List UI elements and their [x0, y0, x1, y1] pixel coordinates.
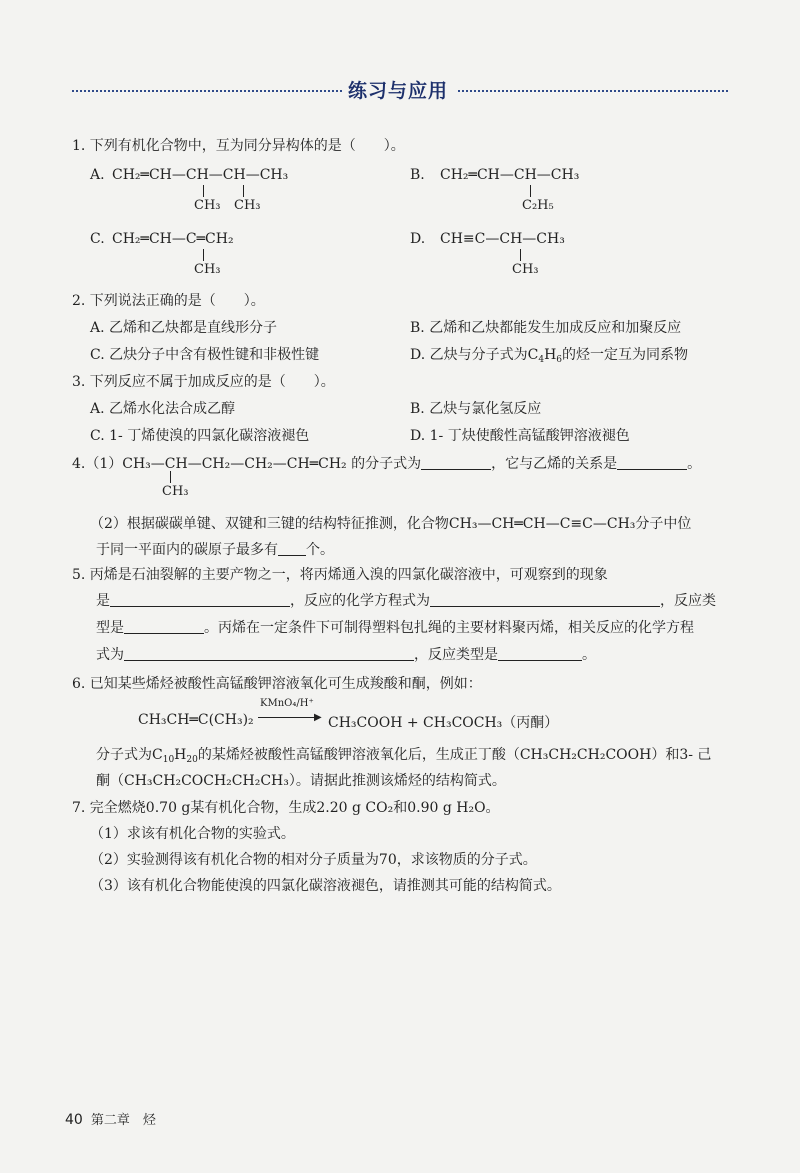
q3-option-b: B. 乙炔与氯化氢反应: [410, 401, 542, 417]
arrow-head-icon: ▶: [314, 712, 322, 723]
q4-bond: [170, 471, 171, 483]
q6-equation-products: CH₃COOH + CH₃COCH₃（丙酮）: [328, 715, 559, 731]
q1-option-c-branch: CH₃: [194, 262, 221, 277]
q1-b-bond: [530, 185, 531, 197]
q3-option-a: A. 乙烯水化法合成乙醇: [90, 401, 236, 417]
answer-blank[interactable]: [124, 619, 204, 634]
answer-blank[interactable]: [430, 592, 660, 607]
q1-option-d-label: D.: [410, 231, 426, 247]
q6-line1: 分子式为$C_{10}H_{20}$的某烯烃被酸性高锰酸钾溶液氧化后，生成正丁酸（CH₃CH₂CH₂COOH）和3- 己: [96, 747, 712, 765]
q4-branch: CH₃: [162, 484, 189, 499]
section-title: 练习与应用: [348, 80, 449, 102]
q3-stem: 3. 下列反应不属于加成反应的是（ ）。: [72, 374, 335, 390]
q7-part3: （3）该有机化合物能使溴的四氯化碳溶液褪色，请推测其可能的结构简式。: [90, 878, 561, 894]
q1-option-d-branch: CH₃: [512, 262, 539, 277]
q1-option-c-label: C.: [90, 231, 105, 247]
q4-part2-line1: （2）根据碳碳单键、双键和三键的结构特征推测，化合物CH₃—CH═CH—C≡C—CH₃分子中位: [90, 516, 692, 532]
q6-equation-condition: KMnO₄/H⁺: [260, 698, 314, 709]
q1-stem: 1. 下列有机化合物中，互为同分异构体的是（ ）。: [72, 138, 405, 154]
answer-blank[interactable]: [498, 646, 582, 661]
q4-part1: 4.（1）CH₃—CH—CH₂—CH₂—CH═CH₂ 的分子式为 ，它与乙烯的关系是 。: [72, 456, 702, 472]
answer-blank[interactable]: [617, 455, 687, 470]
q6-line2: 酮（CH₃CH₂COCH₂CH₂CH₃）。请据此推测该烯烃的结构简式。: [96, 773, 506, 789]
q1-option-c-formula: CH₂═CH—C═CH₂: [112, 231, 234, 247]
q1-option-b-formula: CH₂═CH—CH—CH₃: [440, 167, 580, 183]
answer-blank[interactable]: [421, 455, 491, 470]
q1-option-a-formula: CH₂═CH—CH—CH—CH₃: [112, 167, 289, 183]
q2-option-c: C. 乙炔分子中含有极性键和非极性键: [90, 347, 320, 363]
q5-line3: 型是 。丙烯在一定条件下可制得塑料包扎绳的主要材料聚丙烯，相关反应的化学方程: [96, 620, 694, 636]
reaction-arrow-icon: [258, 717, 320, 718]
q6-equation-reactant: CH₃CH═C(CH₃)₂: [138, 712, 254, 728]
q5-line2: 是 ，反应的化学方程式为 ，反应类: [96, 593, 716, 609]
q2-option-a: A. 乙烯和乙炔都是直线形分子: [90, 320, 278, 336]
q1-option-a-branch-2: CH₃: [234, 198, 261, 213]
q1-d-bond: [520, 249, 521, 261]
q7-part1: （1）求该有机化合物的实验式。: [90, 826, 295, 842]
q3-option-d: D. 1- 丁炔使酸性高锰酸钾溶液褪色: [410, 428, 630, 444]
chapter-title: 第二章 烃: [90, 1113, 156, 1128]
header-rule-left: [72, 90, 342, 92]
q1-option-b-label: B.: [410, 167, 425, 183]
header-rule-right: [458, 90, 728, 92]
q1-option-a-label: A.: [90, 167, 105, 183]
q1-option-a-branch-1: CH₃: [194, 198, 221, 213]
q6-stem: 6. 已知某些烯烃被酸性高锰酸钾溶液氧化可生成羧酸和酮，例如：: [72, 676, 482, 692]
q1-option-b-branch: C₂H₅: [522, 198, 554, 213]
q1-c-bond: [203, 249, 204, 261]
q2-stem: 2. 下列说法正确的是（ ）。: [72, 293, 265, 309]
q3-option-c: C. 1- 丁烯使溴的四氯化碳溶液褪色: [90, 428, 310, 444]
answer-blank[interactable]: [110, 592, 290, 607]
answer-blank[interactable]: [124, 646, 414, 661]
page-number: 40: [65, 1112, 83, 1128]
q4-part2-line2: 于同一平面内的碳原子最多有 个。: [96, 542, 334, 558]
q5-line4: 式为 ，反应类型是 。: [96, 647, 596, 663]
q1-a-bond-1: [203, 185, 204, 197]
q1-option-d-formula: CH≡C—CH—CH₃: [440, 231, 565, 247]
q2-option-b: B. 乙烯和乙炔都能发生加成反应和加聚反应: [410, 320, 682, 336]
answer-blank[interactable]: [278, 541, 306, 556]
page-footer: [65, 1109, 156, 1128]
q7-stem: 7. 完全燃烧0.70 g某有机化合物，生成2.20 g CO₂和0.90 g H₂O。: [72, 800, 500, 816]
q2-option-d: D. 乙炔与分子式为$C_4H_6$的烃一定互为同系物: [410, 347, 689, 365]
q1-a-bond-2: [243, 185, 244, 197]
q7-part2: （2）实验测得该有机化合物的相对分子质量为70，求该物质的分子式。: [90, 852, 537, 868]
q5-line1: 5. 丙烯是石油裂解的主要产物之一，将丙烯通入溴的四氯化碳溶液中，可观察到的现象: [72, 567, 608, 583]
